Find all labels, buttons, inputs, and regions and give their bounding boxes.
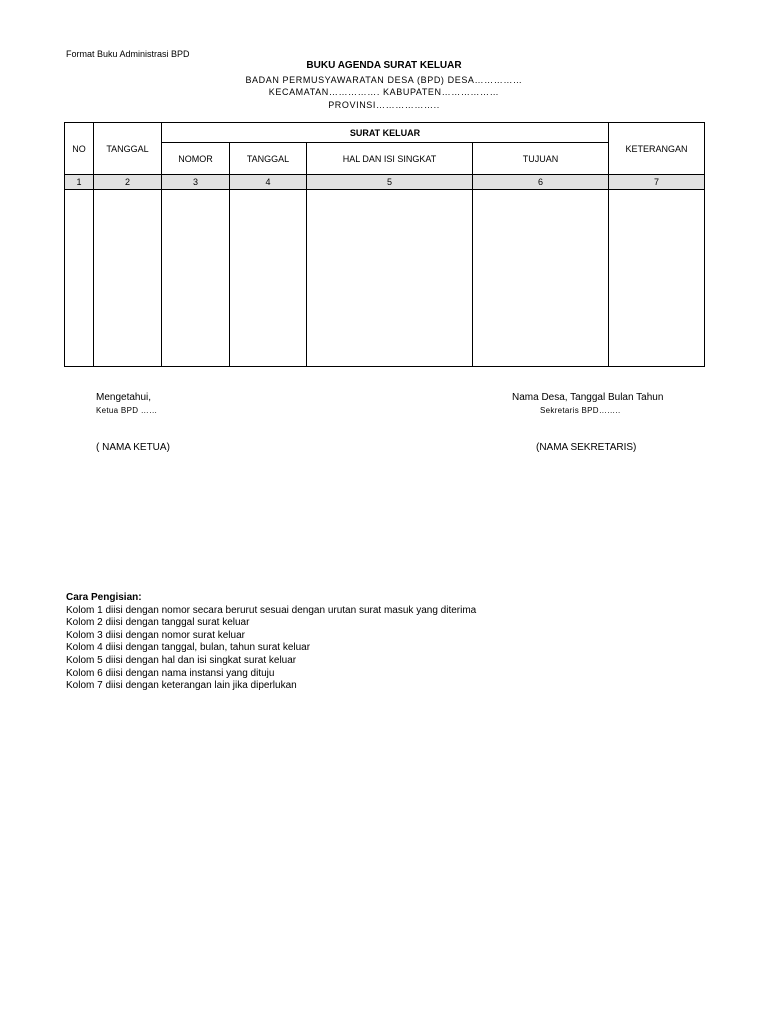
instruction-item: Kolom 6 diisi dengan nama instansi yang dituju bbox=[66, 667, 275, 679]
empty-cell bbox=[94, 190, 162, 367]
header-tujuan: TUJUAN bbox=[473, 143, 609, 175]
column-number: 1 bbox=[65, 175, 94, 190]
instruction-item: Kolom 1 diisi dengan nomor secara berurut sesuai dengan urutan surat masuk yang diterima bbox=[66, 604, 477, 616]
instruction-item: Kolom 4 diisi dengan tanggal, bulan, tahun surat keluar bbox=[66, 642, 311, 654]
sig-left-name: ( NAMA KETUA) bbox=[96, 442, 170, 453]
subtitle-kecamatan: KECAMATAN……………. KABUPATEN……………… bbox=[268, 87, 500, 97]
empty-cell bbox=[162, 190, 230, 367]
instructions-heading: Cara Pengisian: bbox=[66, 592, 142, 603]
document-title: BUKU AGENDA SURAT KELUAR bbox=[306, 60, 462, 71]
sig-right-name: (NAMA SEKRETARIS) bbox=[536, 442, 637, 453]
instruction-item: Kolom 7 diisi dengan keterangan lain jika diperlukan bbox=[66, 680, 297, 692]
header-nomor: NOMOR bbox=[162, 143, 230, 175]
empty-cell bbox=[65, 190, 94, 367]
instruction-item: Kolom 5 diisi dengan hal dan isi singkat surat keluar bbox=[66, 654, 297, 666]
sig-right-role: Sekretaris BPD…….. bbox=[540, 406, 621, 415]
sig-left-label: Mengetahui, bbox=[96, 392, 152, 403]
column-number: 2 bbox=[94, 175, 162, 190]
column-number: 7 bbox=[609, 175, 705, 190]
subtitle-desa: BADAN PERMUSYAWARATAN DESA (BPD) DESA…………… bbox=[245, 75, 523, 85]
column-number: 3 bbox=[162, 175, 230, 190]
empty-cell bbox=[473, 190, 609, 367]
agenda-table bbox=[64, 122, 705, 367]
instruction-item: Kolom 2 diisi dengan tanggal surat keluar bbox=[66, 617, 250, 629]
header-surat-keluar: SURAT KELUAR bbox=[162, 123, 609, 143]
instructions bbox=[66, 592, 476, 693]
empty-cell bbox=[230, 190, 307, 367]
column-number: 4 bbox=[230, 175, 307, 190]
header-no: NO bbox=[65, 123, 94, 175]
sig-left-role: Ketua BPD …… bbox=[96, 406, 158, 415]
instruction-item: Kolom 3 diisi dengan nomor surat keluar bbox=[66, 629, 245, 641]
column-number: 5 bbox=[307, 175, 473, 190]
header-tanggal: TANGGAL bbox=[94, 123, 162, 175]
sig-right-place-date: Nama Desa, Tanggal Bulan Tahun bbox=[512, 392, 664, 403]
empty-cell bbox=[609, 190, 705, 367]
empty-cell bbox=[307, 190, 473, 367]
format-note: Format Buku Administrasi BPD bbox=[66, 49, 190, 59]
header-hal: HAL DAN ISI SINGKAT bbox=[307, 143, 473, 175]
subtitle-provinsi: PROVINSI……………….. bbox=[328, 100, 440, 110]
header-keterangan: KETERANGAN bbox=[609, 123, 705, 175]
header-tanggal-surat: TANGGAL bbox=[230, 143, 307, 175]
column-number: 6 bbox=[473, 175, 609, 190]
